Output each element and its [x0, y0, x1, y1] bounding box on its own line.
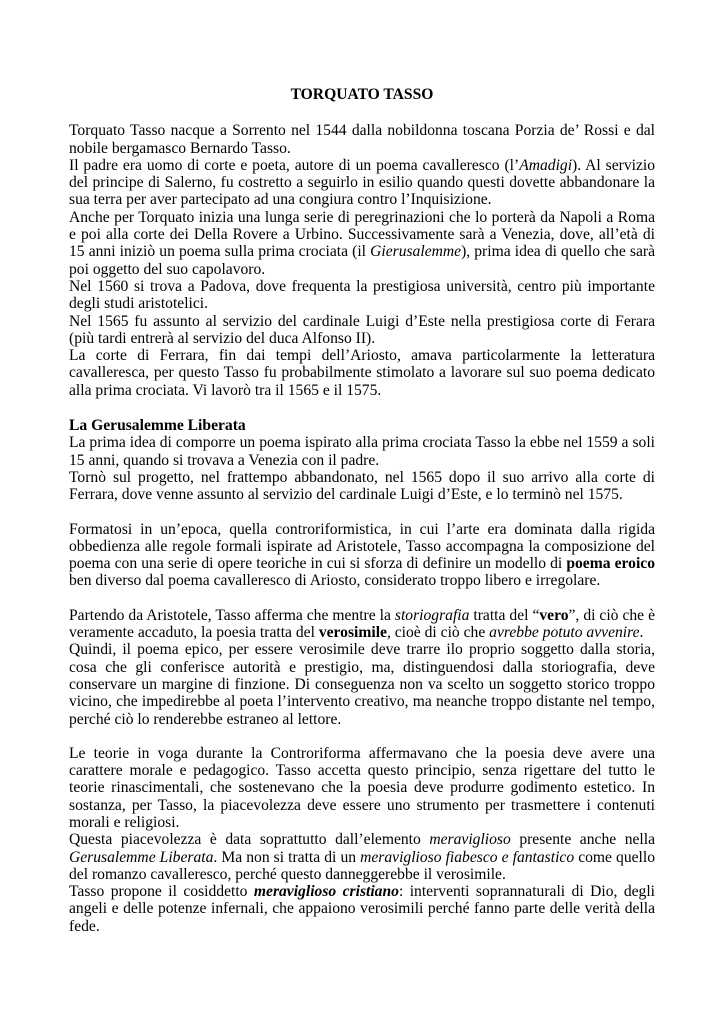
- bio-p3-text-b: ), prima idea di quello che sarà poi oggetto del suo capolavoro.: [69, 243, 655, 278]
- gerusalemme-paragraph-7: [69, 831, 655, 883]
- ger-p4-text-e: .: [639, 624, 644, 642]
- ger-p8-bold-italic-meraviglioso-cristiano: [254, 883, 399, 900]
- bio-paragraph-2: [69, 157, 655, 209]
- gerusalemme-paragraph-2: Tornò sul progetto, nel frattempo abbandonato, nel 1565 dopo il suo arrivo alla corte di Ferrara, dove venne assunto al servizio del cardinale Luigi d’Este, e lo terminò nel 1575.: [69, 468, 655, 504]
- gerusalemme-paragraph-3: [69, 521, 655, 590]
- document-title: TORQUATO TASSO: [290, 86, 434, 103]
- bio-paragraph-3: [69, 209, 655, 278]
- bio-paragraph-1: Torquato Tasso nacque a Sorrento nel 1544 dalla nobildonna toscana Porzia de’ Rossi e dal nobile bergamasco Bernardo Tasso.: [69, 122, 655, 157]
- spacer: [69, 728, 655, 745]
- ger-p4-italic-avrebbe: avrebbe potuto avvenire: [489, 624, 640, 642]
- ger-p7-italic-meraviglioso: meraviglioso: [429, 831, 511, 849]
- ger-p4-text-a: Partendo da Aristotele, Tasso afferma che mentre la: [69, 606, 395, 624]
- bio-paragraph-5: Nel 1565 fu assunto al servizio del cardinale Luigi d’Este nella prestigiosa corte di Ferara (più tardi entrerà al servizio del duca Alfonso II).: [69, 312, 655, 347]
- ger-p3-bold-poema-eroico: poema eroico: [566, 555, 655, 573]
- ger-p4-bold-vero: vero: [539, 606, 569, 624]
- ger-p7-text-a: Questa piacevolezza è data soprattutto dall’elemento: [69, 831, 430, 849]
- ger-p4-italic-storiografia: storiografia: [394, 606, 470, 624]
- bio-p2-italic-amadigi: Amadigi: [519, 156, 573, 174]
- ger-p7-italic-gerusalemme-liberata: Gerusalemme Liberata: [69, 848, 214, 866]
- document-page: [69, 86, 655, 935]
- ger-p7-text-d: come quello del romanzo cavalleresco, perché questo danneggerebbe il verosimile.: [69, 848, 656, 883]
- ger-p4-text-b: tratta del “: [469, 606, 540, 624]
- bio-paragraph-6: La corte di Ferrara, fin dai tempi dell’Ariosto, amava particolarmente la letteratura cavalleresca, per questo Tasso fu probabilmente stimolato a lavorare sul suo poema dedicato alla prima crociata. Vi lavorò tra il 1565 e il 1575.: [69, 347, 655, 399]
- ger-p4-text-d: , cioè di ciò che: [386, 624, 490, 642]
- ger-p8-text-b: : interventi soprannaturali di Dio, degli angeli e delle potenze infernali, che appaiono verosimili perché fanno parte delle verità della fede.: [69, 883, 656, 935]
- ger-p3-text-a: Formatosi in un’epoca, quella controriformistica, in cui l’arte era dominata dalla rigida obbedienza alle regole formali ispirate ad Aristotele, Tasso accompagna la composizione del poema con una serie di opere teoriche in cui si sforza di definire un modello di: [69, 520, 655, 573]
- bio-p3-italic-gierusalemme: Gierusalemme: [370, 243, 462, 261]
- gerusalemme-paragraph-1: La prima idea di comporre un poema ispirato alla prima crociata Tasso la ebbe nel 1559 a soli 15 anni, quando si trovava a Venezia con il padre.: [69, 434, 655, 469]
- ger-p3-text-b: ben diverso dal poema cavalleresco di Ariosto, considerato troppo libero e irregolare.: [69, 572, 601, 590]
- ger-p4-bold-verosimile: verosimile: [318, 624, 387, 642]
- ger-p7-text-c: . Ma non si tratta di un: [213, 848, 361, 866]
- gerusalemme-paragraph-4: [69, 607, 655, 642]
- ger-p4-text-c: ”, di ciò che è veramente accaduto, la poesia tratta del: [69, 606, 655, 642]
- gerusalemme-paragraph-8: [69, 883, 655, 935]
- gerusalemme-paragraph-5: Quindi, il poema epico, per essere verosimile deve trarre ilo proprio soggetto dalla storia, cosa che gli conferisce autorità e prestigio, ma, distinguendosi dalla storiografia, deve conservare un margine di finzione. Di conseguenza non va scelto un soggetto storico troppo vicino, che impedirebbe al poeta l’intervento creativo, ma neanche troppo distante nel tempo, perché ciò lo renderebbe estraneo al lettore.: [69, 641, 655, 728]
- ger-p8-text-a: Tasso propone il cosiddetto: [69, 883, 254, 901]
- ger-p8-bold-italic-text: meraviglioso cristiano: [253, 883, 399, 901]
- spacer: [69, 590, 655, 607]
- section-heading-gerusalemme: La Gerusalemme Liberata: [69, 417, 246, 435]
- bio-paragraph-4: Nel 1560 si trova a Padova, dove frequenta la prestigiosa università, centro più importante degli studi aristotelici.: [69, 277, 655, 313]
- bio-p3-text-a: Anche per Torquato inizia una lunga serie di peregrinazioni che lo porterà da Napoli a Roma e poi alla corte dei Della Rovere a Urbino. Successivamente sarà a Venezia, dove, all’età di 15 anni iniziò un poema sulla prima crociata (il: [69, 208, 655, 261]
- bio-p2-text-b: ). Al servizio del principe di Salerno, fu costretto a seguirlo in esilio quando questi dovette abbandonare la sua terra per aver partecipato ad una congiura contro l’Inquisizione.: [69, 156, 655, 209]
- spacer: [69, 504, 655, 521]
- ger-p7-italic-fiabesco: meraviglioso fiabesco e fantastico: [360, 848, 575, 866]
- spacer: [69, 399, 655, 417]
- gerusalemme-paragraph-6: Le teorie in voga durante la Controriforma affermavano che la poesia deve avere una carattere morale e pedagogico. Tasso accetta questo principio, senza rigettare del tutto le teorie rinascimentali, che sostenevano che la poesia deve produrre godimento estetico. In sostanza, per Tasso, la piacevolezza deve essere uno strumento per trasmettere i contenuti morali e religiosi.: [69, 744, 655, 831]
- bio-p2-text-a: Il padre era uomo di corte e poeta, autore di un poema cavalleresco (l’: [69, 156, 520, 174]
- ger-p7-text-b: presente anche nella: [510, 831, 655, 849]
